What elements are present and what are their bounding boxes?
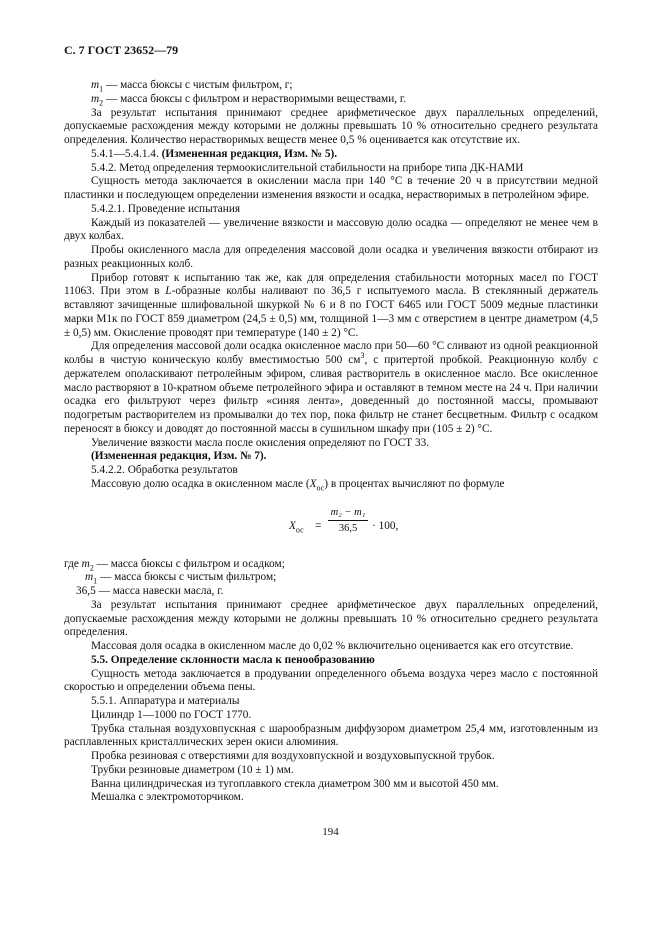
amendment-note: (Измененная редакция, Изм. № 7). — [91, 450, 267, 463]
amendment-note: 5.4.1—5.4.1.4. (Измененная редакция, Изм. № 5). — [91, 147, 338, 160]
paragraph: За результат испытания принимают среднее арифметическое двух параллельных определений, допускаемые расхождения между которыми не должны превышать 10 % относительно среднего результата определения. Количество нерастворимых веществ менее 0,5 % оценивается как отсутствие их. — [64, 106, 598, 146]
paragraph: За результат испытания принимают среднее арифметическое двух параллельных определений, допускаемые расхождения между которыми не должны превышать 10 % относительно среднего результата определения. — [64, 598, 598, 639]
paragraph: Сущность метода заключается в продувании определенного объема воздуха через масло с постоянной скоростью и определении объема пены. — [64, 667, 598, 694]
page-content — [64, 79, 598, 805]
paragraph: Прибор готовят к испытанию так же, как для определения стабильности моторных масел по ГОСТ 11063. При этом в L-образные колбы наливают по 36,5 г испытуемого масла. В стеклянный держатель вставляют зачищенные шлифовальной шкуркой № 6 и 8 по ГОСТ 6465 или ГОСТ 5009 медные пластинки марки М1к по ГОСТ 859 диаметром (24,5 ± 0,5) мм, толщиной 1—3 мм с отверстием в центре диаметром (4,5 ± 0,5) мм. Окисление проводят при температуре (140 ± 2) °С. — [64, 271, 598, 339]
section-heading: 5.4.2. Метод определения термоокислительной стабильности на приборе типа ДК-НАМИ — [91, 161, 524, 174]
paragraph: Массовая доля осадка в окисленном масле до 0,02 % включительно оценивается как его отсутствие. — [91, 640, 574, 652]
where-line: $m_1$ — масса бюксы с чистым фильтром; — [85, 571, 277, 586]
formula-denominator: 36,5 — [338, 523, 358, 535]
list-item: Пробка резиновая с отверстиями для воздуховпускной и воздуховыпускной трубок. — [91, 750, 495, 762]
subsection-heading: 5.4.2.1. Проведение испытания — [91, 202, 241, 215]
formula-tail: · 100, — [372, 519, 399, 532]
paragraph: Пробы окисленного масла для определения массовой доли осадка и увеличения вязкости отбирают из разных реакционных колб. — [64, 244, 598, 270]
list-item: Мешалка с электромоторчиком. — [91, 791, 244, 804]
section-heading: 5.5. Определение склонности масла к пенообразованию — [91, 653, 375, 666]
formula-numerator: m₂ − m₁ — [330, 506, 366, 518]
paragraph: Сущность метода заключается в окислении масла при 140 °С в течение 20 ч в присутствии медной пластинки и последующем определении изменения вязкости и осадка, нерастворимых в петролейном эфире. — [64, 175, 598, 201]
formula-lhs: $X_{ос}$ — [289, 519, 304, 534]
list-item: Трубки резиновые диаметром (10 ± 1) мм. — [91, 763, 294, 776]
subsection-heading: 5.4.2.2. Обработка результатов — [91, 464, 238, 476]
where-line: где $m_2$ — масса бюксы с фильтром и осадком; — [64, 557, 285, 572]
list-item: Трубка стальная воздуховпускная с шарообразным диффузором диаметром 25,4 мм, изготовленным из расплавленных кристаллических зерен окиси алюминия. — [64, 722, 598, 749]
formula — [64, 498, 598, 554]
definition-line: $m_2$ — масса бюксы с фильтром и нерастворимыми веществами, г. — [91, 92, 407, 107]
list-item: Цилиндр 1—1000 по ГОСТ 1770. — [91, 708, 252, 721]
subsection-heading: 5.5.1. Аппаратура и материалы — [91, 695, 240, 707]
paragraph: Каждый из показателей — увеличение вязкости и массовую долю осадка — определяют не менее чем в двух колбах. — [64, 216, 598, 243]
definition-line: $m_1$ — масса бюксы с чистым фильтром, г; — [91, 79, 293, 94]
page-number: 194 — [322, 826, 339, 838]
where-line: 36,5 — масса навески масла, г. — [76, 585, 224, 597]
paragraph: Для определения массовой доли осадка окисленное масло при 50—60 °С сливают из одной реакционной колбы в чистую коническую колбу вместимостью 500 $см^3$, с притертой пробкой. Реакционную колбу с держателем ополаскивают петролейным эфиром, сливая растворитель в окисленное масло. Все окисленное масло растворяют в 10-кратном объеме петролейного эфира и оставляют в темном месте на 24 ч. При наличии осадка его фильтруют через фильтр «синяя лента», доведенный до постоянной массы, промывают подогретым растворителем из промывалки до тех пор, пока фильтр не станет бесцветным. Фильтр с осадком переносят в бюксу и доводят до постоянной массы в сушильном шкафу при (105 ± 2) °С. — [64, 340, 598, 435]
paragraph: Увеличение вязкости масла после окисления определяют по ГОСТ 33. — [91, 436, 430, 449]
formula-fraction — [328, 506, 368, 537]
page-header: С. 7 ГОСТ 23652—79 — [64, 43, 179, 57]
paragraph: Массовую долю осадка в окисленном масле $(X_{ос})$ в процентах вычисляют по формуле — [91, 477, 505, 492]
formula-equals: = — [315, 519, 322, 532]
list-item: Ванна цилиндрическая из тугоплавкого стекла диаметром 300 мм и высотой 450 мм. — [91, 777, 499, 790]
fraction-bar — [328, 520, 368, 521]
